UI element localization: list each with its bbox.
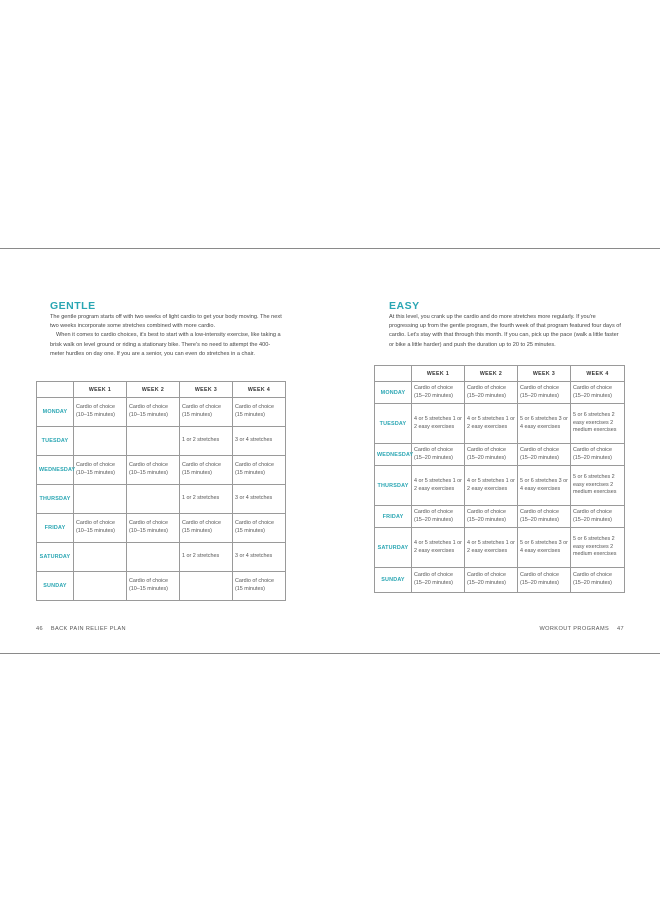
table-cell: 5 or 6 stretches 3 or 4 easy exercises [518, 404, 571, 444]
table-cell: Cardio of choice (15–20 minutes) [518, 568, 571, 593]
intro-paragraph: The gentle program starts off with two weeks of light cardio to get your body moving. The next two weeks incorporate some stretches combined with more cardio. [50, 314, 282, 330]
table-cell: 5 or 6 stretches 2 easy exercises 2 medium exercises [571, 528, 625, 568]
table-row [375, 506, 625, 528]
schedule-table-easy [374, 365, 625, 593]
header-week-1: WEEK 1 [412, 366, 465, 382]
day-label: FRIDAY [375, 506, 412, 528]
table-cell: Cardio of choice (10–15 minutes) [74, 514, 127, 543]
section-title-gentle: GENTLE [50, 300, 96, 312]
table-cell: Cardio of choice (15 minutes) [180, 514, 233, 543]
table-row [37, 427, 286, 456]
table-cell: 1 or 2 stretches [180, 427, 233, 456]
day-label: THURSDAY [375, 466, 412, 506]
header-week-2: WEEK 2 [127, 382, 180, 398]
day-label: SATURDAY [375, 528, 412, 568]
table-row [37, 485, 286, 514]
table-row [37, 543, 286, 572]
table-cell: Cardio of choice (15–20 minutes) [412, 444, 465, 466]
table-cell: 5 or 6 stretches 2 easy exercises 2 medium exercises [571, 466, 625, 506]
intro-text-easy [389, 313, 625, 350]
table-cell: Cardio of choice (10–15 minutes) [127, 514, 180, 543]
header-corner [37, 382, 74, 398]
running-title: WORKOUT PROGRAMS [539, 626, 610, 632]
table-cell: Cardio of choice (15 minutes) [233, 398, 286, 427]
day-label: FRIDAY [37, 514, 74, 543]
table-cell: Cardio of choice (15 minutes) [233, 514, 286, 543]
header-week-3: WEEK 3 [518, 366, 571, 382]
table-cell [127, 543, 180, 572]
table-cell: Cardio of choice (15–20 minutes) [571, 444, 625, 466]
day-label: TUESDAY [37, 427, 74, 456]
day-label: SATURDAY [37, 543, 74, 572]
table-cell: Cardio of choice (15–20 minutes) [518, 382, 571, 404]
table-cell: Cardio of choice (15–20 minutes) [465, 568, 518, 593]
table-cell: Cardio of choice (15 minutes) [180, 456, 233, 485]
day-label: SUNDAY [375, 568, 412, 593]
table-cell [74, 543, 127, 572]
table-cell: 1 or 2 stretches [180, 485, 233, 514]
header-corner [375, 366, 412, 382]
page-footer-right [539, 626, 624, 632]
table-row [37, 456, 286, 485]
table-cell: Cardio of choice (10–15 minutes) [74, 398, 127, 427]
table-cell: Cardio of choice (15–20 minutes) [412, 568, 465, 593]
left-page [0, 249, 330, 653]
intro-paragraph: At this level, you crank up the cardio and do more stretches more regularly. If you're progressing up from the gentle program, the fourth week of that program featured four days of cardio. Let's stay with that through this month. If you can, pick up the pace (walk a little faster or bike a little harder) and push the duration up to 20 to 25 minutes. [389, 314, 621, 348]
table-cell: Cardio of choice (15–20 minutes) [465, 382, 518, 404]
table-cell: 3 or 4 stretches [233, 427, 286, 456]
table-cell: Cardio of choice (15–20 minutes) [412, 382, 465, 404]
header-week-3: WEEK 3 [180, 382, 233, 398]
table-cell: 4 or 5 stretches 1 or 2 easy exercises [465, 466, 518, 506]
day-label: MONDAY [37, 398, 74, 427]
table-cell [74, 485, 127, 514]
table-cell: Cardio of choice (15–20 minutes) [518, 506, 571, 528]
table-cell: 5 or 6 stretches 3 or 4 easy exercises [518, 528, 571, 568]
table-cell: Cardio of choice (10–15 minutes) [127, 572, 180, 601]
table-cell: Cardio of choice (15 minutes) [233, 456, 286, 485]
intro-paragraph: When it comes to cardio choices, it's best to start with a low-intensity exercise, like taking a brisk walk on level ground or riding a stationary bike. There's no need to attempt the 400-meter hurdles on day one. If you are a senior, you can even do stretches in a chair. [50, 332, 281, 357]
section-title-easy: EASY [389, 300, 420, 312]
table-row [375, 444, 625, 466]
book-spread [0, 248, 660, 654]
table-cell: Cardio of choice (15–20 minutes) [571, 506, 625, 528]
header-week-4: WEEK 4 [233, 382, 286, 398]
day-label: WEDNESDAY [37, 456, 74, 485]
table-cell: 4 or 5 stretches 1 or 2 easy exercises [465, 528, 518, 568]
table-cell [127, 485, 180, 514]
table-cell: Cardio of choice (15–20 minutes) [571, 382, 625, 404]
table-header-row [375, 366, 625, 382]
table-cell: Cardio of choice (10–15 minutes) [127, 456, 180, 485]
page-footer-left [36, 626, 126, 632]
table-cell: Cardio of choice (15–20 minutes) [465, 444, 518, 466]
header-week-2: WEEK 2 [465, 366, 518, 382]
table-cell [74, 572, 127, 601]
table-cell: Cardio of choice (10–15 minutes) [127, 398, 180, 427]
table-cell: Cardio of choice (10–15 minutes) [74, 456, 127, 485]
table-cell [74, 427, 127, 456]
schedule-table-gentle [36, 381, 286, 601]
table-cell [127, 427, 180, 456]
page-number: 46 [36, 626, 44, 632]
day-label: TUESDAY [375, 404, 412, 444]
table-cell: 4 or 5 stretches 1 or 2 easy exercises [412, 466, 465, 506]
table-cell: Cardio of choice (15–20 minutes) [465, 506, 518, 528]
table-cell: Cardio of choice (15–20 minutes) [571, 568, 625, 593]
day-label: SUNDAY [37, 572, 74, 601]
running-title: BACK PAIN RELIEF PLAN [50, 626, 126, 632]
table-cell: Cardio of choice (15 minutes) [180, 398, 233, 427]
table-cell: Cardio of choice (15–20 minutes) [412, 506, 465, 528]
table-cell: 4 or 5 stretches 1 or 2 easy exercises [412, 404, 465, 444]
day-label: THURSDAY [37, 485, 74, 514]
day-label: WEDNESDAY [375, 444, 412, 466]
table-row [375, 466, 625, 506]
table-cell: Cardio of choice (15–20 minutes) [518, 444, 571, 466]
table-row [375, 568, 625, 593]
header-week-4: WEEK 4 [571, 366, 625, 382]
right-page [330, 249, 660, 653]
day-label: MONDAY [375, 382, 412, 404]
table-header-row [37, 382, 286, 398]
table-cell: 5 or 6 stretches 2 easy exercises 2 medium exercises [571, 404, 625, 444]
table-cell [180, 572, 233, 601]
page-number: 47 [616, 626, 624, 632]
table-cell: 3 or 4 stretches [233, 543, 286, 572]
table-row [375, 404, 625, 444]
table-cell: Cardio of choice (15 minutes) [233, 572, 286, 601]
table-cell: 4 or 5 stretches 1 or 2 easy exercises [412, 528, 465, 568]
table-cell: 5 or 6 stretches 3 or 4 easy exercises [518, 466, 571, 506]
intro-text-gentle [50, 313, 282, 359]
table-cell: 1 or 2 stretches [180, 543, 233, 572]
table-row [375, 528, 625, 568]
table-cell: 3 or 4 stretches [233, 485, 286, 514]
table-row [37, 572, 286, 601]
table-cell: 4 or 5 stretches 1 or 2 easy exercises [465, 404, 518, 444]
table-row [37, 514, 286, 543]
header-week-1: WEEK 1 [74, 382, 127, 398]
table-row [375, 382, 625, 404]
table-row [37, 398, 286, 427]
